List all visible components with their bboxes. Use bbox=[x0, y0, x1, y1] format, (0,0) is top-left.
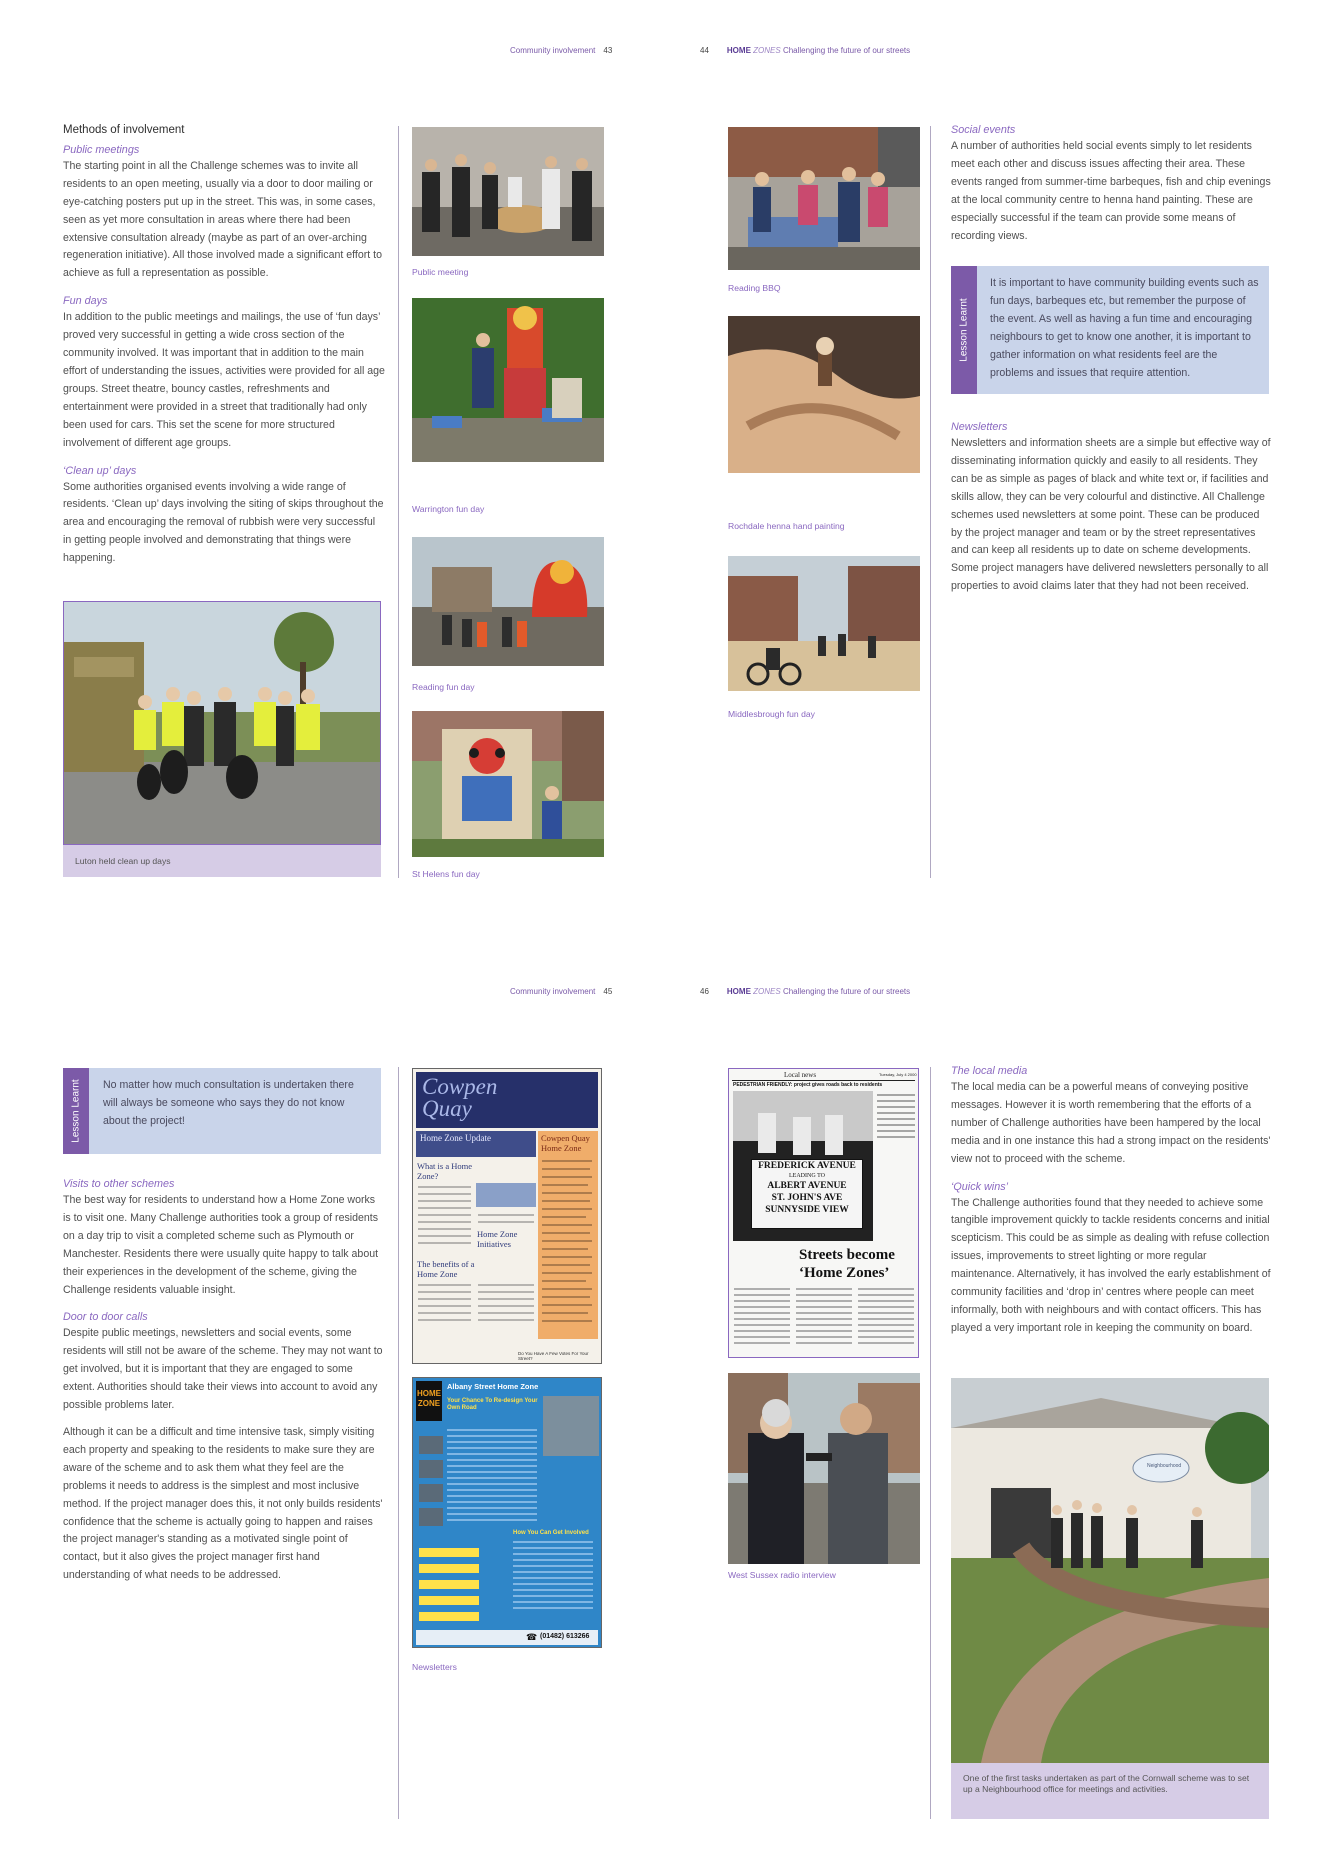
caption-reading-fun-day: Reading fun day bbox=[412, 682, 475, 692]
cowpen-benefits-heading: The benefits of a Home Zone bbox=[417, 1259, 475, 1279]
local-media-block bbox=[951, 1063, 1271, 1338]
warrington-fun-day-photo bbox=[412, 298, 604, 462]
neighbourhood-sign: Neighbourhood bbox=[1147, 1463, 1182, 1469]
clipping-rule bbox=[732, 1080, 915, 1081]
public-meeting-photo bbox=[412, 127, 604, 256]
paragraph-door-calls-2: Although it can be a difficult and time intensive task, simply visiting each property and speaking to the residents to make sure they are aware of the scheme and to ask them what they feel are the problems it needs to address is the simplest and most inclusive method. If the project manager does this, it not only builds residents' confidence that the scheme is actually going to happen and raises the project manager's standing as a motivated single point of contact, but it also gives the project manager first hand understanding of what needs to be addressed. bbox=[63, 1425, 383, 1582]
albany-subtitle: Your Chance To Re-design Your Own Road bbox=[447, 1398, 538, 1411]
albany-street-newsletter bbox=[412, 1377, 602, 1648]
clipping-kicker: PEDESTRIAN FRIENDLY: project gives roads back to residents bbox=[733, 1082, 883, 1088]
page-header-43: Community involvement 43 bbox=[510, 46, 613, 55]
paragraph-newsletters: Newsletters and information sheets are a simple but effective way of disseminating information quickly and easily to all residents. They can be as simple as pages of black and white text or, if facilities and skills allow, they can be very colourful and distinctive. All Challenge schemes used newsletters at some point. These can be produced by the project manager and team or by the street representatives and can keep all residents up to date on scheme developments. Some project managers have delivered newsletters personally to all properties to avoid claims later that they had not been received. bbox=[951, 437, 1271, 593]
subheading-social-events: Social events bbox=[951, 124, 1016, 136]
paragraph-local-media: The local media can be a powerful means of conveying positive messages. However it is worth remembering that the efforts of a number of Challenge authorities have been hampered by the local media and in one instance this had a strong impact on the residents' view not to proceed with the scheme. bbox=[951, 1081, 1271, 1165]
phone-icon: ☎ bbox=[526, 1632, 538, 1642]
methods-column bbox=[63, 122, 385, 568]
paragraph-quick-wins: The Challenge authorities found that they needed to achieve some tangible improvement quickly to tackle residents concerns and initial scepticism. This could be as simple as dealing with refuse collection issues, improvements to street lighting or more regular maintenance. Alternatively, it has involved the early establishment of community facilities and ‘drop in’ centres where people can meet informally, both with neighbours and with contact officers. This has played a very important role in keeping the community on board. bbox=[951, 1196, 1271, 1334]
lesson-learnt-box-2 bbox=[63, 1068, 381, 1154]
west-sussex-interview-photo bbox=[728, 1373, 920, 1564]
caption-west-sussex: West Sussex radio interview bbox=[728, 1570, 836, 1580]
reading-bbq-photo bbox=[728, 127, 920, 270]
clipping-paper-name: Local news bbox=[784, 1071, 817, 1079]
paragraph-clean-up-days: Some authorities organised events involving a wide range of residents. ‘Clean up’ days involving the siting of skips throughout the area and encouraging the removal of rubbish were very successful in getting people involved and demonstrating that things were happening. bbox=[63, 480, 384, 565]
street-sign: FREDERICK AVENUE LEADING TO ALBERT AVENUE ST. JOHN'S AVE SUNNYSIDE VIEW bbox=[751, 1159, 863, 1229]
subheading-clean-up-days: ‘Clean up’ days bbox=[63, 464, 137, 477]
middlesbrough-fun-day-photo bbox=[728, 556, 920, 691]
page-header-46: 46 HOME ZONES Challenging the future of our streets bbox=[700, 987, 911, 996]
caption-middlesbrough: Middlesbrough fun day bbox=[728, 709, 815, 719]
cowpen-quay-newsletter bbox=[412, 1068, 602, 1364]
cowpen-initiatives-heading: Home Zone Initiatives bbox=[477, 1229, 518, 1249]
lesson-learnt-tag: Lesson Learnt bbox=[951, 266, 977, 394]
paragraph-door-calls-1: Despite public meetings, newsletters and social events, some residents will still not be aware of the scheme. They may not want to get involved, but it is important that they are engaged to some extent. Authorities should take their views into account to avoid any possible problems later. bbox=[63, 1327, 383, 1412]
albany-how-heading: How You Can Get Involved bbox=[513, 1530, 589, 1536]
clipping-big-headline-2: ‘Home Zones’ bbox=[799, 1265, 890, 1281]
lesson-learnt-text-2: No matter how much consultation is undertaken there will always be someone who says they do not know about the project! bbox=[103, 1079, 354, 1127]
cornwall-office-photo bbox=[951, 1378, 1269, 1763]
caption-st-helens: St Helens fun day bbox=[412, 869, 480, 879]
rochdale-henna-photo bbox=[728, 316, 920, 473]
clipping-photo bbox=[733, 1091, 873, 1241]
subheading-local-media: The local media bbox=[951, 1065, 1028, 1077]
lesson-learnt-box bbox=[951, 266, 1269, 394]
reading-fun-day-photo bbox=[412, 537, 604, 666]
cowpen-masthead bbox=[416, 1072, 598, 1128]
subheading-public-meetings: Public meetings bbox=[63, 143, 140, 156]
subheading-fun-days: Fun days bbox=[63, 295, 108, 308]
page-header-45: Community involvement 45 bbox=[510, 987, 613, 996]
column-divider bbox=[398, 1067, 399, 1819]
paragraph-fun-days: In addition to the public meetings and mailings, the use of ‘fun days’ proved very successful in getting a wide cross section of the community involved. It was important that in addition to the main effort of understanding the issues, activities were provided for all age groups. Street theatre, bouncy castles, refreshments and entertainment were provided in a street that traditionally had only been used for cars. This set the scene for more structured involvement of different age groups. bbox=[63, 311, 385, 449]
newspaper-clipping bbox=[728, 1068, 919, 1358]
caption-warrington: Warrington fun day bbox=[412, 504, 485, 514]
luton-caption: Luton held clean up days bbox=[75, 856, 171, 866]
st-helens-fun-day-photo bbox=[412, 711, 604, 857]
subheading-quick-wins: ‘Quick wins’ bbox=[951, 1180, 1008, 1193]
cowpen-title-2: Quay bbox=[422, 1096, 472, 1121]
clipping-big-headline-1: Streets become bbox=[799, 1247, 895, 1263]
column-divider bbox=[930, 126, 931, 878]
caption-newsletters: Newsletters bbox=[412, 1662, 457, 1672]
cowpen-update-heading: Home Zone Update bbox=[420, 1133, 491, 1143]
cowpen-footer: Do You Have A Few Votes For Your Street? bbox=[518, 1351, 589, 1361]
column-divider bbox=[930, 1067, 931, 1819]
caption-rochdale: Rochdale henna hand painting bbox=[728, 521, 845, 531]
page-header-44: 44 HOME ZONES Challenging the future of our streets bbox=[700, 46, 911, 55]
paragraph-social-events: A number of authorities held social events simply to let residents meet each other and discuss issues affecting their area. These events ranged from summer-time barbeques, fish and chip evenings at the local community centre to henna hand painting. These are especially successful if the team can provide some means of recording views. bbox=[951, 140, 1271, 242]
luton-caption-box bbox=[63, 845, 381, 877]
cornwall-caption-box bbox=[951, 1763, 1269, 1819]
visits-and-calls-column bbox=[63, 1176, 385, 1585]
subheading-visits: Visits to other schemes bbox=[63, 1178, 175, 1190]
cowpen-home-heading: Cowpen Quay Home Zone bbox=[541, 1133, 590, 1153]
luton-clean-up-photo bbox=[63, 601, 381, 845]
cowpen-update-bar bbox=[416, 1131, 536, 1157]
albany-title: Albany Street Home Zone bbox=[447, 1382, 539, 1391]
albany-phone: (01482) 613266 bbox=[540, 1633, 590, 1640]
cornwall-caption: One of the first tasks undertaken as part of the Cornwall scheme was to set up a Neighbourhood office for meetings and activities. bbox=[963, 1773, 1250, 1794]
albany-logo: HOME ZONE bbox=[416, 1381, 442, 1421]
lesson-learnt-tag-2: Lesson Learnt bbox=[63, 1068, 89, 1154]
section-title: Methods of involvement bbox=[63, 124, 185, 136]
clipping-date: Tuesday, July 4 2000 bbox=[879, 1072, 917, 1077]
paragraph-visits: The best way for residents to understand how a Home Zone works is to visit one. Many Challenge authorities took a group of residents on a day trip to visit a completed scheme such as Plymouth or Manchester. Residents there were usually quite happy to talk about their experiences in the development of the scheme, giving the Challenge residents valuable insight. bbox=[63, 1194, 379, 1296]
subheading-newsletters: Newsletters bbox=[951, 421, 1008, 433]
newsletters-block bbox=[951, 419, 1271, 596]
cowpen-title-1: Cowpen bbox=[422, 1074, 498, 1099]
luton-photo-art bbox=[64, 602, 381, 845]
social-events-block bbox=[951, 122, 1271, 245]
caption-reading-bbq: Reading BBQ bbox=[728, 283, 781, 293]
cowpen-what-is-heading: What is a Home Zone? bbox=[417, 1161, 472, 1181]
lesson-learnt-text: It is important to have community building events such as fun days, barbeques etc, but remember the purpose of the event. As well as having a fun time and encouraging neighbours to get to know one another, it is important to gather information on what residents feel are the problems and issues that require attention. bbox=[990, 277, 1259, 379]
albany-footer-bar bbox=[416, 1630, 598, 1645]
subheading-door-calls: Door to door calls bbox=[63, 1311, 148, 1324]
column-divider bbox=[398, 126, 399, 878]
paragraph-public-meetings: The starting point in all the Challenge schemes was to invite all residents to an open meeting, usually via a door to door mailing or eye-catching posters put up in the street. This was, in some cases, seen as yet more consultation in areas where there had been extensive consultation already (maybe as part of an over-arching regeneration initiative). All those involved made a significant effort to achieve as full a representation as possible. bbox=[63, 159, 382, 280]
caption-public-meeting: Public meeting bbox=[412, 267, 469, 277]
